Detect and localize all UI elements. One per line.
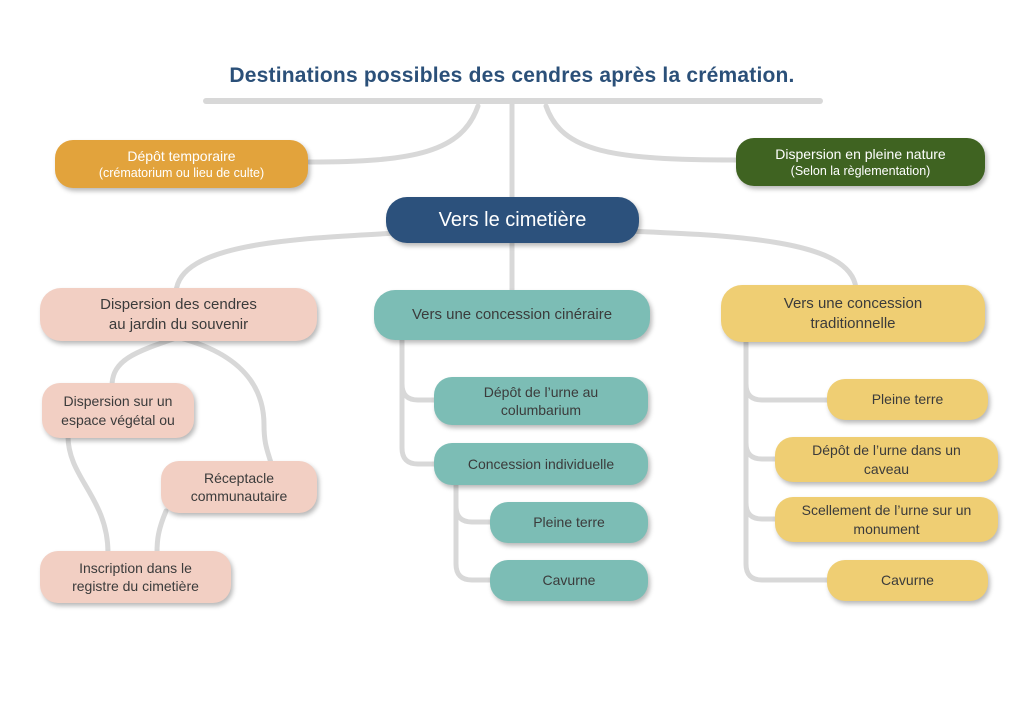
node-cavurne-cineraire: [490, 560, 648, 601]
node-concession-cineraire-label: Vers une concession cinéraire: [411, 306, 613, 324]
connector-cineraire-to-columbarium: [402, 336, 436, 400]
node-vers-cimetiere: [386, 197, 639, 243]
node-receptacle-communautaire: [161, 461, 317, 513]
node-cavurne-cineraire-label: Cavurne: [542, 572, 596, 589]
node-dispersion-nature-title: Dispersion en pleine nature: [775, 145, 946, 162]
node-depot-temporaire-title: Dépôt temporaire: [127, 147, 236, 164]
node-inscription-registre: [40, 551, 231, 603]
node-pleine-terre-traditionnelle-label: Pleine terre: [871, 391, 944, 408]
node-concession-individuelle: [434, 443, 648, 485]
page-title: Destinations possibles des cendres après la crémation.: [229, 64, 795, 87]
node-jardin-souvenir-label: Dispersion des cendres au jardin du souvenir: [100, 296, 257, 333]
node-cavurne-traditionnelle-label: Cavurne: [881, 572, 934, 589]
node-dispersion-nature: [736, 138, 985, 186]
connector-espace-vegetal-to-inscription: [68, 436, 108, 553]
connector-cimetiere-to-traditionnelle: [600, 230, 856, 288]
node-depot-temporaire: [55, 140, 308, 188]
node-concession-traditionnelle-label: Vers une concession traditionnelle: [783, 295, 923, 332]
node-pleine-terre-traditionnelle: [827, 379, 988, 420]
node-depot-caveau-label: Dépôt de l’urne dans un caveau: [812, 442, 961, 477]
connector-individuelle-to-pleine-terre: [456, 483, 492, 522]
node-vers-cimetiere-label: Vers le cimetière: [438, 209, 587, 231]
node-espace-vegetal: [42, 383, 194, 438]
connector-individuelle-to-cavurne: [456, 483, 492, 580]
connector-jardin-to-espace-vegetal: [112, 338, 176, 386]
connector-traditionnelle-to-scellement: [746, 340, 778, 519]
connector-title-to-dispersion-nature: [546, 106, 737, 160]
connector-traditionnelle-to-pleine-terre: [746, 340, 830, 400]
node-concession-traditionnelle: [721, 285, 985, 342]
node-scellement-monument: [775, 497, 998, 542]
node-depot-temporaire-subtitle: (crématorium ou lieu de culte): [98, 165, 265, 180]
connector-receptacle-to-inscription: [157, 511, 166, 553]
node-concession-cineraire: [374, 290, 650, 340]
node-pleine-terre-cineraire: [490, 502, 648, 543]
node-inscription-registre-label: Inscription dans le registre du cimetière: [72, 559, 199, 594]
node-depot-caveau: [775, 437, 998, 482]
node-espace-vegetal-label: Dispersion sur un espace végétal ou: [61, 393, 175, 428]
node-jardin-souvenir: [40, 288, 317, 341]
node-depot-columbarium: [434, 377, 648, 425]
node-depot-columbarium-label: Dépôt de l’urne au columbarium: [483, 383, 599, 418]
node-scellement-monument-label: Scellement de l’urne sur un monument: [801, 502, 972, 537]
connector-title-to-depot-temporaire: [309, 106, 478, 162]
node-pleine-terre-cineraire-label: Pleine terre: [533, 514, 605, 531]
node-concession-individuelle-label: Concession individuelle: [467, 455, 615, 472]
node-receptacle-communautaire-label: Réceptacle communautaire: [190, 469, 288, 504]
node-cavurne-traditionnelle: [827, 560, 988, 601]
node-dispersion-nature-subtitle: (Selon la règlementation): [790, 163, 931, 178]
